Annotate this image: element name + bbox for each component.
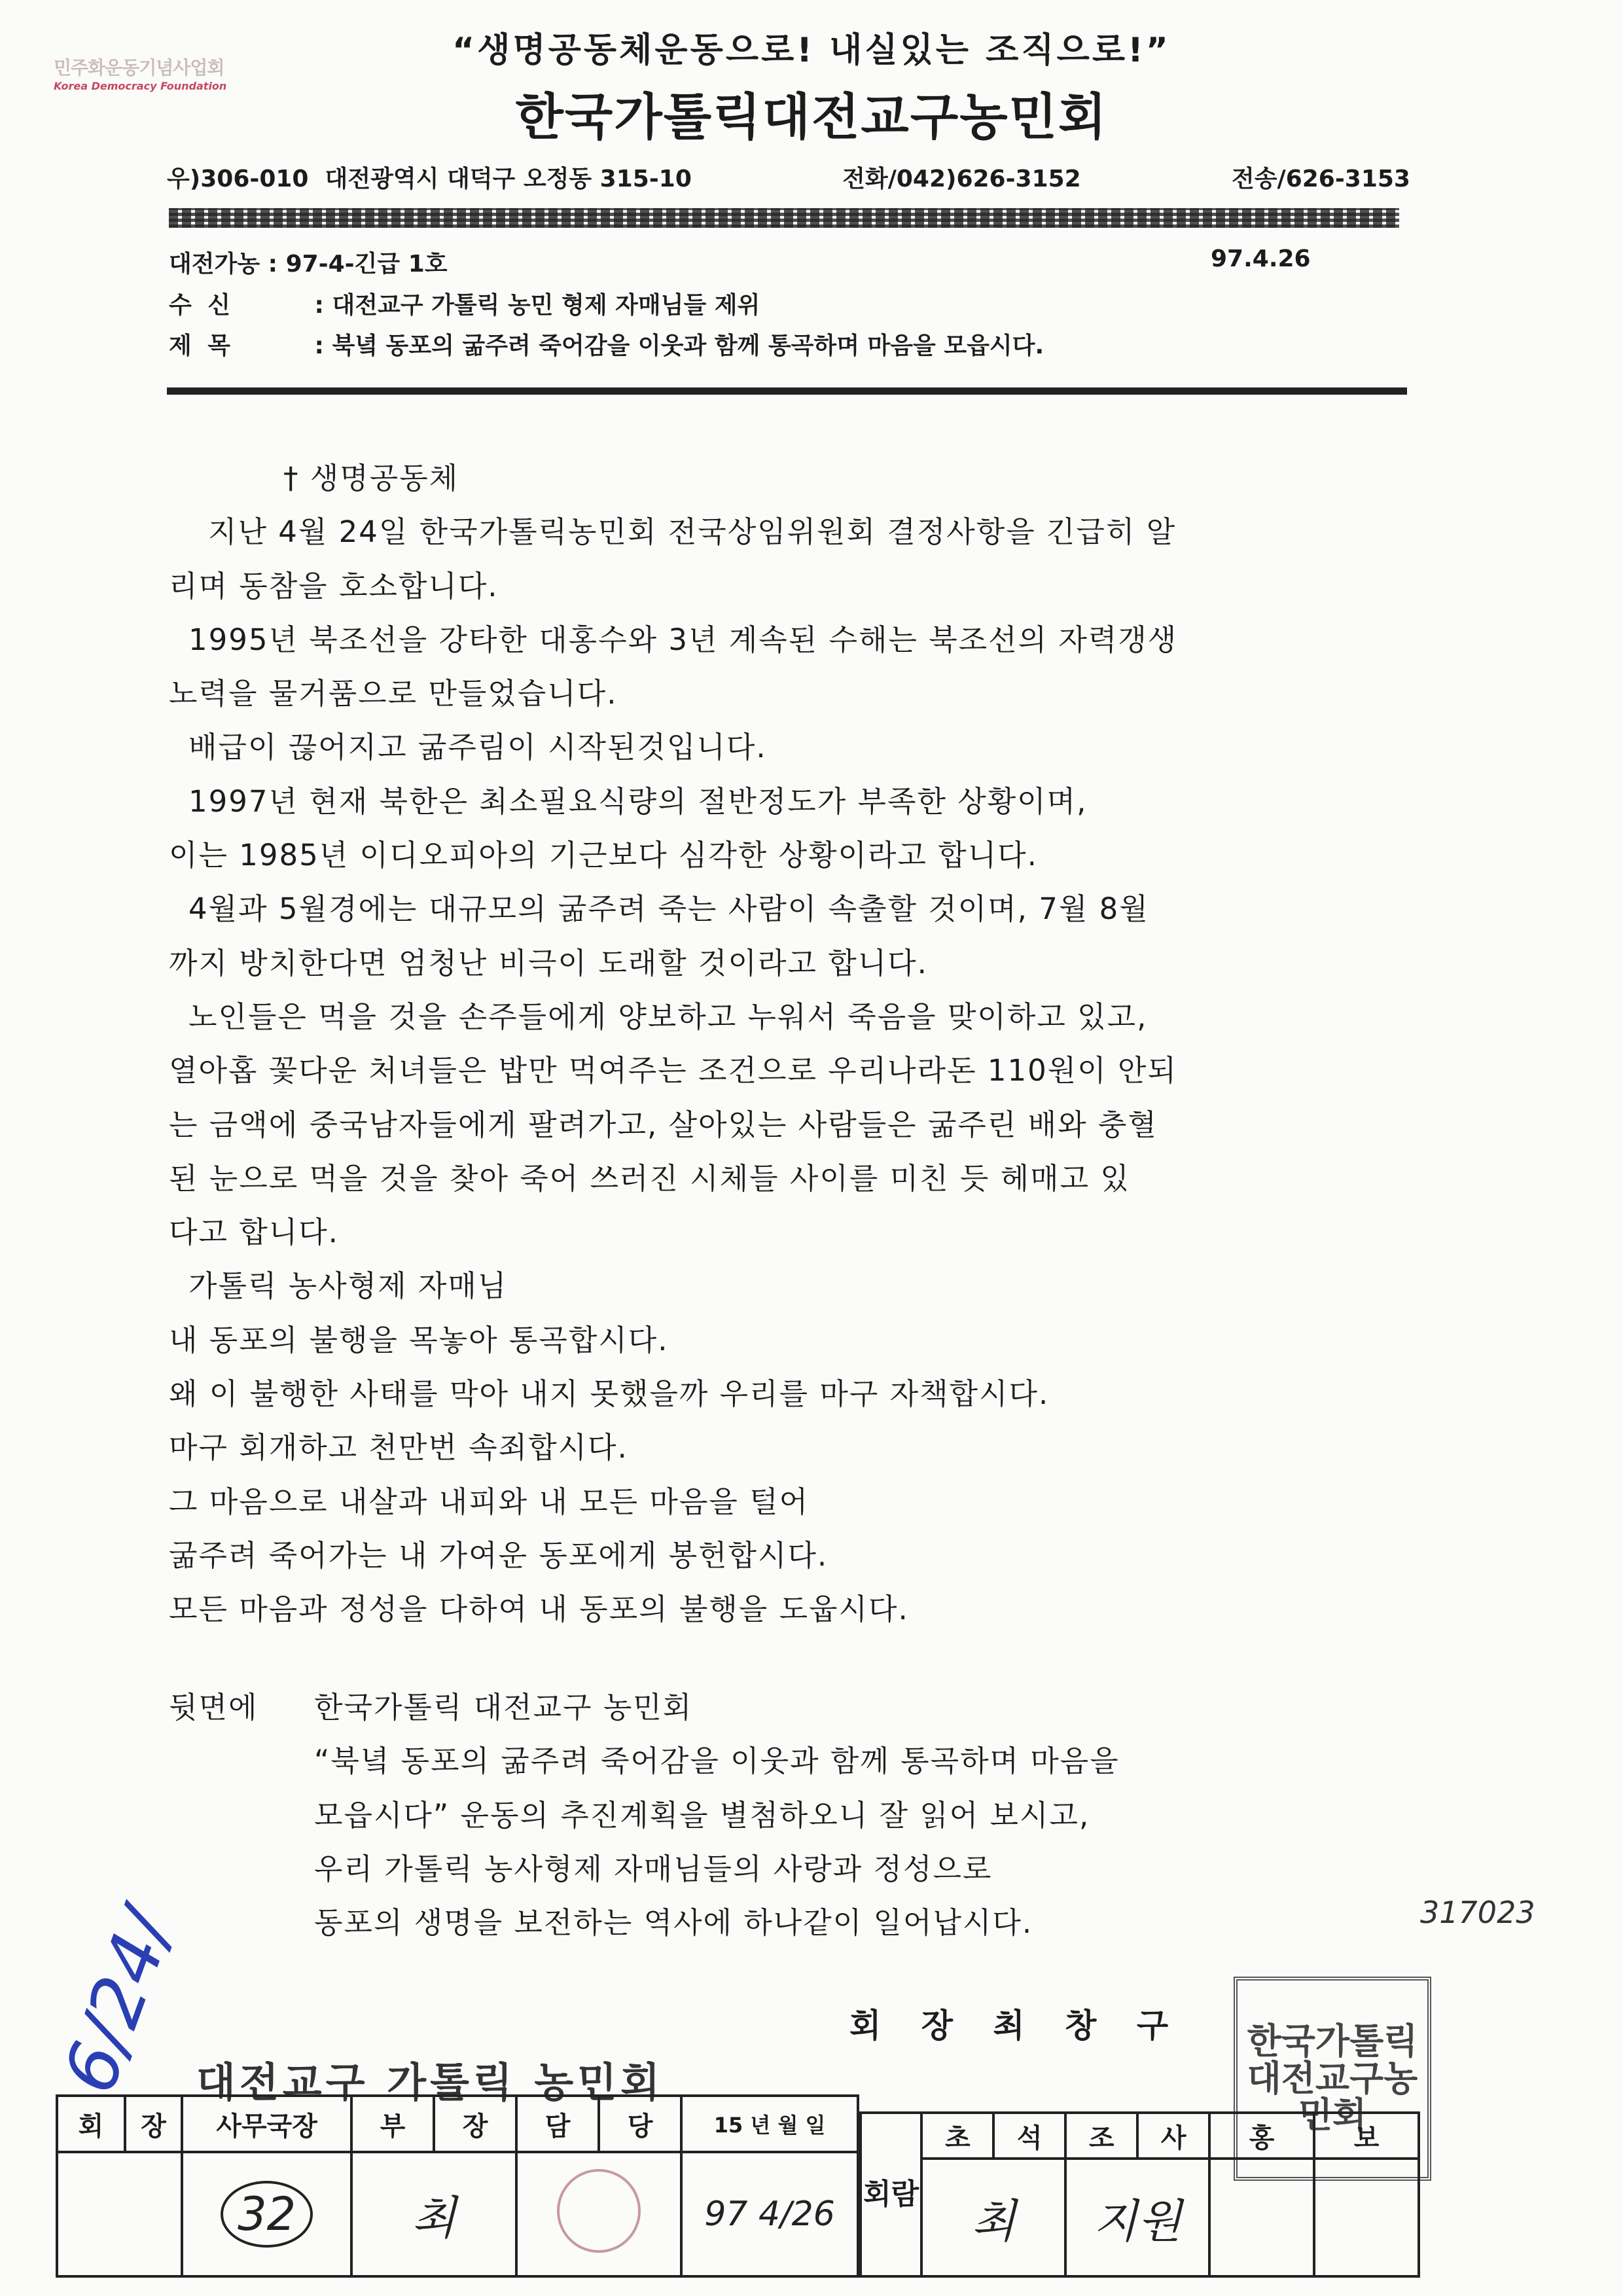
review-table xyxy=(859,2111,1420,2278)
body-line: 그 마음으로 내살과 내피와 내 모든 마음을 털어 xyxy=(169,1484,810,1519)
body-line: 열아홉 꽃다운 처녀들은 밥만 먹여주는 조건으로 우리나라돈 110원이 안되 xyxy=(169,1053,1177,1088)
approval-header: 장 xyxy=(125,2096,182,2152)
document-date: 97.4.26 xyxy=(1211,245,1311,272)
letter-body xyxy=(169,452,1399,1637)
body-line: 까지 방치한다면 엄청난 비극이 도래할 것이라고 합니다. xyxy=(169,945,928,980)
body-line: † 생명공동체 xyxy=(283,461,459,495)
street-address: 대전광역시 대덕구 오정동 315-10 xyxy=(325,166,692,192)
postal-code: 우)306-010 xyxy=(167,166,309,192)
chairman-signature: 회 장 최 창 구 xyxy=(849,2007,1183,2045)
body-line: 1995년 북조선을 강타한 대홍수와 3년 계속된 수해는 북조선의 자력갱생 xyxy=(188,622,1178,657)
body-line: 이는 1985년 이디오피아의 기근보다 심각한 상황이라고 합니다. xyxy=(169,838,1038,873)
handwritten-initial: 최 xyxy=(412,2191,456,2245)
archive-logo-english: Korea Democracy Foundation xyxy=(54,80,227,92)
postscript-line: 모읍시다” 운동의 추진계획을 별첨하오니 잘 읽어 보시고, xyxy=(314,1797,1090,1833)
recipient-row xyxy=(169,287,760,320)
phone-number: 전화/042)626-3152 xyxy=(842,166,1081,192)
handwritten-read-mark: 최 xyxy=(971,2194,1016,2248)
postscript-line: 한국가톨릭 대전교구 농민회 xyxy=(314,1690,693,1725)
archive-logo-korean: 민주화운동기념사업회 xyxy=(54,57,224,79)
subject-label: 제 목 xyxy=(169,332,235,359)
review-row-label: 회람 xyxy=(861,2113,921,2276)
body-line: 굶주려 죽어가는 내 가여운 동포에게 봉헌합시다. xyxy=(169,1537,829,1573)
document-number: : 97-4-긴급 1호 xyxy=(268,251,448,278)
body-line: 는 금액에 중국남자들에게 팔려가고, 살아있는 사람들은 굶주린 배와 충혈 xyxy=(169,1107,1158,1142)
body-line: 내 동포의 불행을 목놓아 통곡합시다. xyxy=(169,1322,669,1357)
recipient-label: 수 신 xyxy=(169,292,235,319)
approval-cell-staff xyxy=(516,2152,681,2276)
seal-text: 한국가톨릭대전교구농민회 xyxy=(1247,2020,1418,2136)
header-rule xyxy=(167,387,1407,395)
signing-organization: 대전교구 가톨릭 농민회 xyxy=(196,2058,664,2106)
body-line: 1997년 현재 북한은 최소필요식량의 절반정도가 부족한 상황이며, xyxy=(188,783,1088,819)
body-line: 지난 4월 24일 한국가톨릭농민회 전국상임위원회 결정사항을 긴급히 알 xyxy=(208,514,1177,550)
subject-row xyxy=(169,327,1044,361)
approval-header: 회 xyxy=(57,2096,125,2152)
organization-name: 한국가톨릭대전교구농민회 xyxy=(515,88,1108,146)
body-line: 된 눈으로 먹을 것을 찾아 죽어 쓰러진 시체들 사이를 미친 듯 헤매고 있 xyxy=(169,1160,1130,1196)
review-cell xyxy=(1209,2159,1314,2276)
review-header: 석 xyxy=(993,2113,1065,2159)
approval-cell-secretary xyxy=(182,2152,351,2276)
body-line: 왜 이 불행한 사태를 막아 내지 못했을까 우리를 마구 자책합시다. xyxy=(169,1376,1050,1412)
approval-header: 사무국장 xyxy=(182,2096,351,2152)
body-line: 노인들은 먹을 것을 손주들에게 양보하고 누워서 죽음을 맞이하고 있고, xyxy=(188,999,1148,1034)
review-header: 조 xyxy=(1065,2113,1137,2159)
margin-handwriting: 6/24/ xyxy=(47,1900,190,2104)
body-line: 리며 동참을 호소합니다. xyxy=(169,568,499,603)
review-cell xyxy=(1065,2159,1209,2276)
review-header: 초 xyxy=(921,2113,993,2159)
handwritten-sign: 지원 xyxy=(1093,2194,1182,2248)
body-line: 배급이 끊어지고 굶주림이 시작된것입니다. xyxy=(188,730,767,765)
handwritten-initial: 32 xyxy=(221,2181,313,2248)
body-line: 모든 마음과 정성을 다하여 내 동포의 불행을 도웁시다. xyxy=(169,1592,909,1627)
postscript-line: “북녘 동포의 굶주려 죽어감을 이웃과 함께 통곡하며 마음을 xyxy=(314,1744,1120,1779)
document-number-row xyxy=(169,245,448,279)
subject: : 북녘 동포의 굶주려 죽어감을 이웃과 함께 통곡하며 마음을 모읍시다. xyxy=(314,332,1044,359)
body-line: 노력을 물거품으로 만들었습니다. xyxy=(169,676,618,711)
handwritten-date: 97 4/26 xyxy=(704,2195,835,2234)
approval-cell-vice xyxy=(351,2152,516,2276)
address-line xyxy=(167,160,1410,194)
approval-cell-date xyxy=(681,2152,858,2276)
approval-cell-chair xyxy=(57,2152,182,2276)
body-line: 가톨릭 농사형제 자매님 xyxy=(188,1268,508,1304)
review-header: 홍 xyxy=(1209,2113,1314,2159)
recipient: : 대전교구 가톨릭 농민 형제 자매님들 제위 xyxy=(314,292,760,319)
review-cell xyxy=(921,2159,1065,2276)
slogan: “생명공동체운동으로! 내실있는 조직으로!” xyxy=(452,31,1171,70)
red-stamp-icon xyxy=(557,2169,641,2253)
fax-number: 전송/626-3153 xyxy=(1232,166,1410,192)
body-line: 다고 합니다. xyxy=(169,1215,339,1250)
body-line: 마구 회개하고 천만번 속죄합시다. xyxy=(169,1430,628,1465)
postscript xyxy=(169,1681,1399,1950)
postscript-label: 뒷면에 xyxy=(169,1690,259,1725)
document-number-label: 대전가농 xyxy=(169,251,260,278)
approval-header: 부 xyxy=(351,2096,434,2152)
approval-table xyxy=(56,2094,859,2278)
review-header: 사 xyxy=(1137,2113,1209,2159)
handwritten-document-number: 317023 xyxy=(1420,1895,1535,1930)
approval-header: 당 xyxy=(599,2096,681,2152)
approval-header: 장 xyxy=(434,2096,516,2152)
dotted-divider xyxy=(169,208,1399,228)
body-line: 4월과 5월경에는 대규모의 굶주려 죽는 사람이 속출할 것이며, 7월 8월 xyxy=(188,891,1149,927)
review-cell xyxy=(1314,2159,1419,2276)
postscript-line: 동포의 생명을 보전하는 역사에 하나같이 일어납시다. xyxy=(314,1905,1033,1941)
review-header: 보 xyxy=(1314,2113,1419,2159)
approval-header: 15 년 월 일 xyxy=(681,2096,858,2152)
postscript-line: 우리 가톨릭 농사형제 자매님들의 사랑과 정성으로 xyxy=(314,1851,993,1886)
approval-header: 담 xyxy=(516,2096,599,2152)
